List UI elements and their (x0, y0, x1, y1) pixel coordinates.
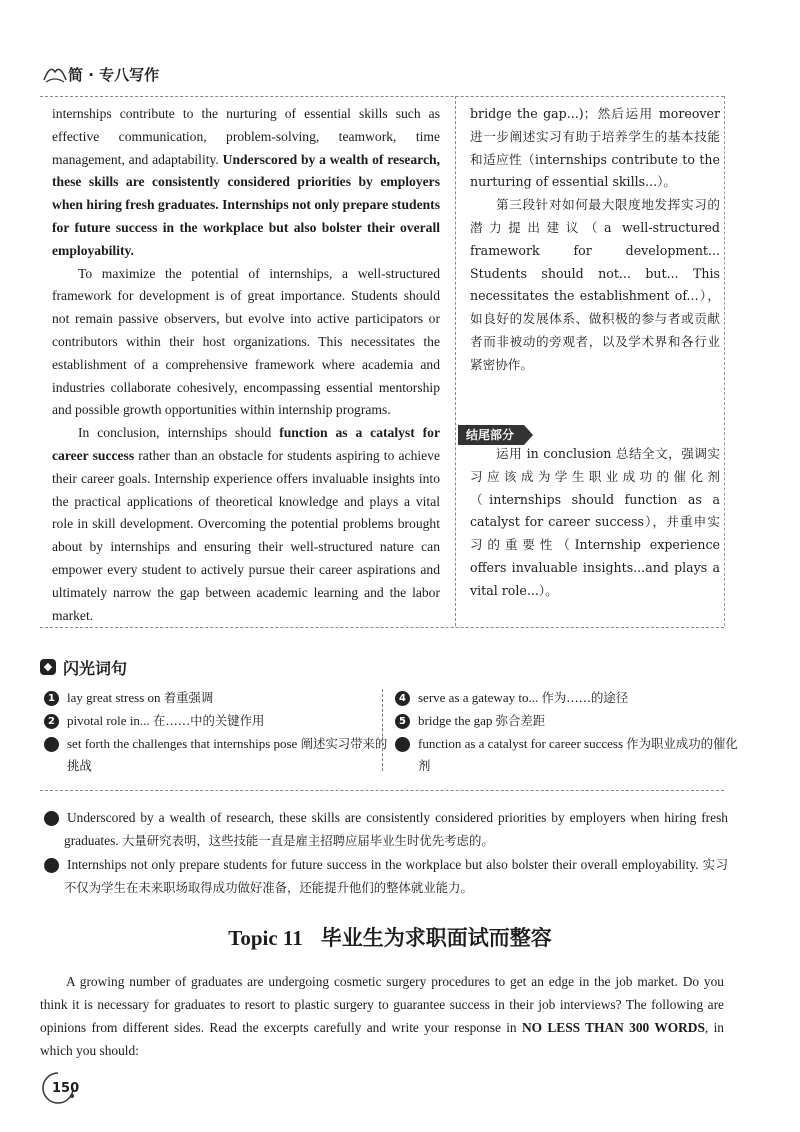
essay-paragraph-2: To maximize the potential of internships, a well-structured framework for development is of great importance. Students should not remain passive observers, but evolve into active participators or contributors within their host organizations. This necessitates the establishment of a comprehensive framework where academia and industries collaborate cohesively, encompassing essential mentorship and possible growth opportunities within internship programs. (52, 265, 440, 418)
vocab-item (44, 710, 369, 732)
analysis-paragraph-2: 第三段针对如何最大限度地发挥实习的潜力提出建议（a well-structured framework for development... Students should not... but... This necessitates the establishment of...），如良好的发展体系、做积极的参与者或贡献者而非被动的旁观者，以及学术界和各行业紧密协作。 (470, 197, 720, 372)
frame-right-border (724, 96, 725, 626)
vocab-item (44, 687, 369, 709)
frame-top-border (40, 96, 724, 97)
vocab-cn: 着重强调 (163, 690, 214, 705)
key-sentence (38, 853, 728, 899)
highlight-icon: ◆ (40, 659, 56, 675)
column-divider (455, 96, 456, 626)
topic-label: Topic 11 (228, 926, 303, 950)
essay-text: rather than an obstacle for students aspiring to achieve their career goals. Internship experience offers invaluable insights into the practical applications of theoretical knowledge and plays a vital role in skill development. Overcoming the potential problems brought about by internships and ensuring their well-structured nature can empower every student to actively pursue their career aspirations and ultimately narrow the gap between academic learning and the labor market. (52, 447, 441, 623)
vocab-en: bridge the gap (418, 713, 496, 728)
essay-paragraph-1 (52, 103, 440, 263)
vocab-en: function as a catalyst for career success (418, 736, 627, 751)
section-tag-conclusion: 结尾部分 (458, 425, 524, 445)
vocab-en: serve as a gateway to... (418, 690, 542, 705)
essay-highlight: Underscored by a wealth of research, these skills are consistently considered priorities by employers when hiring fresh graduates. Internships not only prepare students for future success in the workplace but also bolster their overall employability. (52, 151, 440, 258)
item-number: 1 (44, 691, 59, 706)
essay-highlight: function as a catalyst for career success (52, 425, 440, 463)
analysis-paragraph-1: bridge the gap...)；然后运用 moreover 进一步阐述实习有助于培养学生的基本技能和适应性（internships contribute to the nurturing of essential skills...）。 (470, 106, 720, 190)
vocab-cn: 阐述实习带来的挑战 (67, 736, 388, 773)
analysis-conclusion (470, 443, 720, 603)
analysis-paragraph-3: 运用 in conclusion 总结全文，强调实习应该成为学生职业成功的催化剂（internships should function as a catalyst for career success），并重申实习的重要性（Internship experience offers invaluable insights...and plays a vital role...）。 (470, 446, 720, 598)
sentence-cn: 实习不仅为学生在未来职场取得成功做好准备，还能提升他们的整体就业能力。 (64, 857, 728, 895)
sentence-en: Internships not only prepare students for future success in the workplace but also bolster their overall employability. (67, 857, 703, 872)
topic-heading (0, 922, 780, 952)
sentence-cn: 大量研究表明，这些技能一直是雇主招聘应届毕业生时优先考虑的。 (122, 833, 494, 848)
vocab-en: set forth the challenges that internships pose (67, 736, 301, 751)
topic-title: 毕业生为求职面试而整容 (320, 926, 552, 950)
prompt-word-limit: NO LESS THAN 300 WORDS (521, 1020, 705, 1035)
prompt-text: , in which you should: (40, 1020, 724, 1058)
page-number: 150 (52, 1081, 80, 1096)
vocab-cn: 弥合差距 (495, 713, 546, 728)
essay-text: In conclusion, internships should (78, 425, 280, 441)
vocab-cn: 在……中的关键作用 (152, 713, 265, 728)
book-logo-icon (40, 58, 70, 88)
item-number: 7 (44, 811, 59, 826)
item-number: 6 (395, 737, 410, 752)
vocab-section-title: 闪光词句 (63, 659, 128, 678)
sentence-en: Underscored by a wealth of research, these skills are consistently considered priorities by employers when hiring fresh graduates. (64, 810, 728, 848)
vocab-item (36, 733, 397, 777)
prompt-paragraph (40, 970, 724, 1062)
analysis-column (470, 103, 720, 377)
essay-paragraph-3 (52, 422, 440, 627)
item-number: 3 (44, 737, 59, 752)
vocab-cn: 作为……的途径 (541, 690, 629, 705)
page-header-title: 简 · 专八写作 (68, 66, 160, 84)
vocab-cn: 作为职业成功的催化剂 (418, 736, 738, 773)
vocab-item (395, 687, 720, 709)
item-number: 2 (44, 714, 59, 729)
key-sentence (38, 806, 728, 852)
essay-column (52, 103, 440, 627)
item-number: 4 (395, 691, 410, 706)
section-divider (40, 790, 724, 791)
essay-text: internships contribute to the nurturing of essential skills such as effective communication, problem-solving, teamwork, time management, and adaptability. (52, 106, 440, 167)
vocab-divider (382, 689, 383, 771)
vocab-en: pivotal role in... (67, 713, 153, 728)
vocab-en: lay great stress on (67, 690, 164, 705)
prompt-text: A growing number of graduates are undergoing cosmetic surgery procedures to get an edge in the job market. Do you think it is necessary for graduates to resort to plastic surgery to guarantee success in their job interviews? The following are opinions from different sides. Read the excerpts carefully and write your response in (40, 974, 724, 1035)
writing-prompt (40, 970, 724, 1062)
vocab-item (387, 733, 748, 777)
key-sentences (38, 806, 728, 900)
vocab-item (395, 710, 720, 732)
item-number: 8 (44, 858, 59, 873)
item-number: 5 (395, 714, 410, 729)
